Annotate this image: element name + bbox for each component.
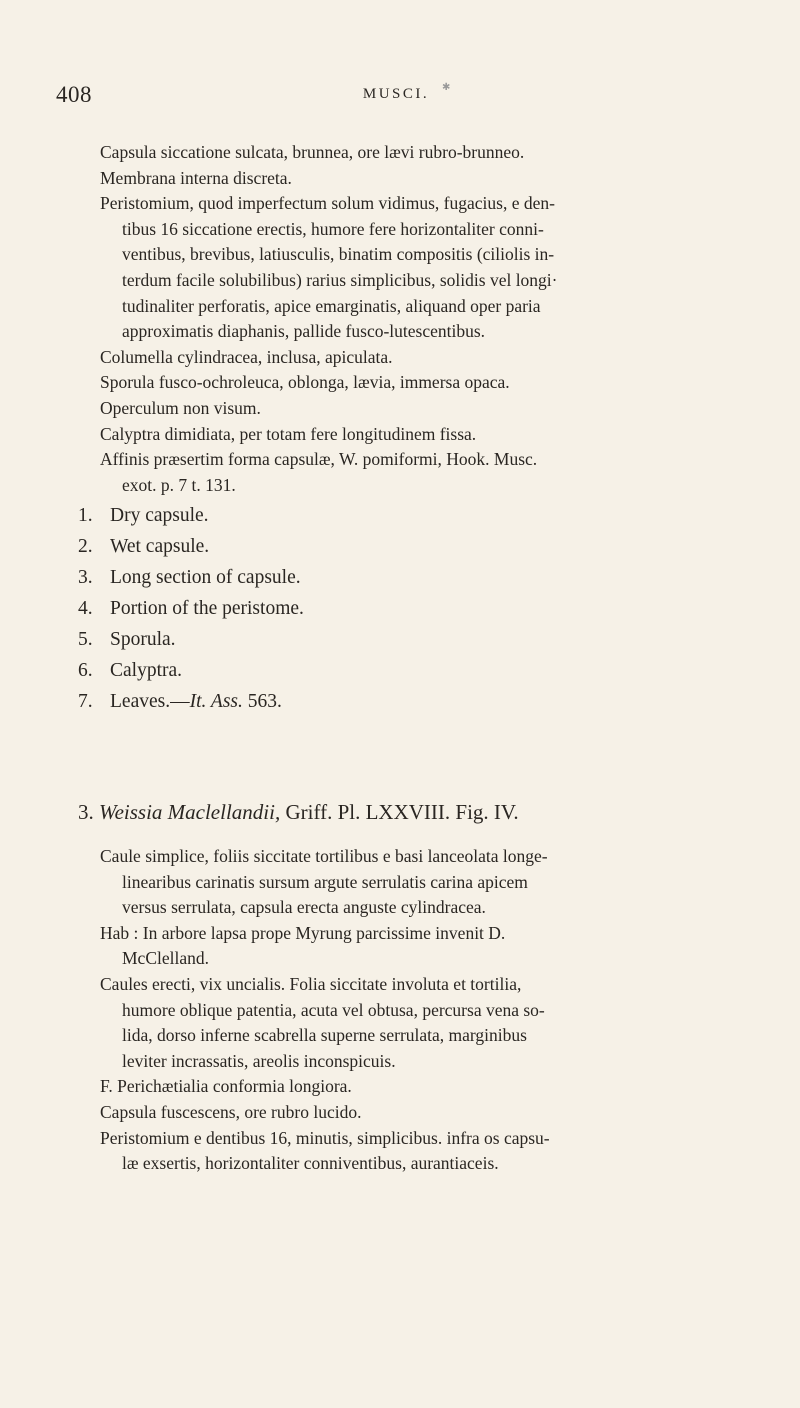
figure-number: 2. [78, 536, 93, 558]
text-line: Sporula fusco-ochroleuca, oblonga, lævia, immersa opaca. [100, 372, 510, 393]
page-header [56, 82, 736, 122]
text-line: Hab : In arbore lapsa prope Myrung parcissime invenit D. [100, 922, 506, 943]
figure-number: 7. [78, 691, 93, 713]
paragraph [100, 370, 740, 396]
figure-item [78, 686, 740, 717]
text-line: Peristomium e dentibus 16, minutis, simplicibus. infra os capsu- [100, 1127, 550, 1148]
text-line: versus serrulata, capsula erecta anguste cylindracea. [122, 897, 486, 918]
species-heading [78, 800, 758, 825]
figure-caption: Leaves.— [110, 691, 190, 713]
text-line: approximatis diaphanis, pallide fusco-lutescentibus. [122, 321, 486, 342]
paragraph [100, 422, 740, 448]
paragraph [100, 972, 740, 1074]
text-line: McClelland. [122, 948, 209, 969]
text-line: lida, dorso inferne scabrella superne serrulata, marginibus [122, 1025, 527, 1046]
text-line: ventibus, brevibus, latiusculis, binatim compositis (ciliolis in- [122, 244, 555, 265]
citation-abbrev: It. Ass. [189, 691, 243, 713]
paragraph-list [100, 140, 740, 498]
figure-number: 5. [78, 629, 93, 651]
description-block-1 [78, 140, 740, 717]
running-head: MUSCI. [362, 86, 430, 102]
text-line: Capsula fuscescens, ore rubro lucido. [100, 1101, 362, 1122]
text-line: exot. p. 7 t. 131. [122, 474, 236, 495]
text-line: læ exsertis, horizontaliter conniventibus, aurantiaceis. [122, 1153, 499, 1174]
text-line: leviter incrassatis, areolis inconspicuis. [122, 1050, 396, 1071]
species-name: Weissia Maclellandii, [99, 800, 281, 824]
paragraph [100, 921, 740, 972]
page-number: 408 [56, 82, 92, 107]
figure-caption: Calyptra. [110, 660, 183, 682]
text-line: Caules erecti, vix uncialis. Folia siccitate involuta et tortilia, [100, 973, 522, 994]
species-reference: Griff. Pl. LXXVIII. Fig. IV. [285, 800, 519, 824]
figure-item [78, 562, 740, 593]
citation-page: 563. [242, 691, 282, 713]
text-line: tibus 16 siccatione erectis, humore fere horizontaliter conni- [122, 218, 544, 239]
text-line: Affinis præsertim forma capsulæ, W. pomiformi, Hook. Musc. [100, 449, 538, 470]
text-line: terdum facile solubilibus) rarius simplicibus, solidis vel longi· [122, 269, 558, 290]
paragraph [100, 396, 740, 422]
figure-item [78, 531, 740, 562]
print-mark-icon: ✱ [442, 82, 451, 93]
figure-item [78, 624, 740, 655]
figure-number: 1. [78, 505, 93, 527]
figure-caption: Sporula. [110, 629, 176, 651]
text-line: Calyptra dimidiata, per totam fere longitudinem fissa. [100, 423, 477, 444]
figure-caption: Long section of capsule. [110, 567, 301, 589]
text-line: Caule simplice, foliis siccitate tortilibus e basi lanceolata longe- [100, 846, 548, 866]
figure-number: 3. [78, 567, 93, 589]
text-line: linearibus carinatis sursum argute serrulatis carina apicem [122, 871, 528, 892]
text-line: Columella cylindracea, inclusa, apiculata. [100, 346, 393, 367]
paragraph [100, 1074, 740, 1100]
paragraph [100, 1126, 740, 1177]
text-line: humore oblique patentia, acuta vel obtusa, percursa vena so- [122, 999, 545, 1020]
paragraph [100, 191, 740, 345]
figure-item [78, 593, 740, 624]
figure-item [78, 500, 740, 531]
paragraph-list [100, 844, 740, 1177]
text-line: tudinaliter perforatis, apice emarginatis, aliquand oper paria [122, 295, 541, 316]
text-line: Capsula siccatione sulcata, brunnea, ore lævi rubro-brunneo. [100, 142, 525, 162]
paragraph [100, 166, 740, 192]
text-line: Operculum non visum. [100, 397, 261, 418]
text-line: F. Perichætialia conformia longiora. [100, 1076, 352, 1097]
figure-item [78, 655, 740, 686]
figure-caption: Wet capsule. [110, 536, 210, 558]
paragraph [100, 345, 740, 371]
figure-number: 4. [78, 598, 93, 620]
figure-list [78, 500, 740, 717]
figure-caption: Dry capsule. [110, 505, 209, 527]
figure-number: 6. [78, 660, 93, 682]
description-block-2 [100, 844, 740, 1177]
text-line: Membrana interna discreta. [100, 167, 292, 188]
paragraph [100, 1100, 740, 1126]
figure-caption: Portion of the peristome. [110, 598, 304, 620]
paragraph [100, 844, 740, 921]
paragraph [100, 447, 740, 498]
paragraph [100, 140, 740, 166]
text-line: Peristomium, quod imperfectum solum vidimus, fugacius, e den- [100, 193, 555, 214]
species-number: 3. [78, 800, 94, 824]
